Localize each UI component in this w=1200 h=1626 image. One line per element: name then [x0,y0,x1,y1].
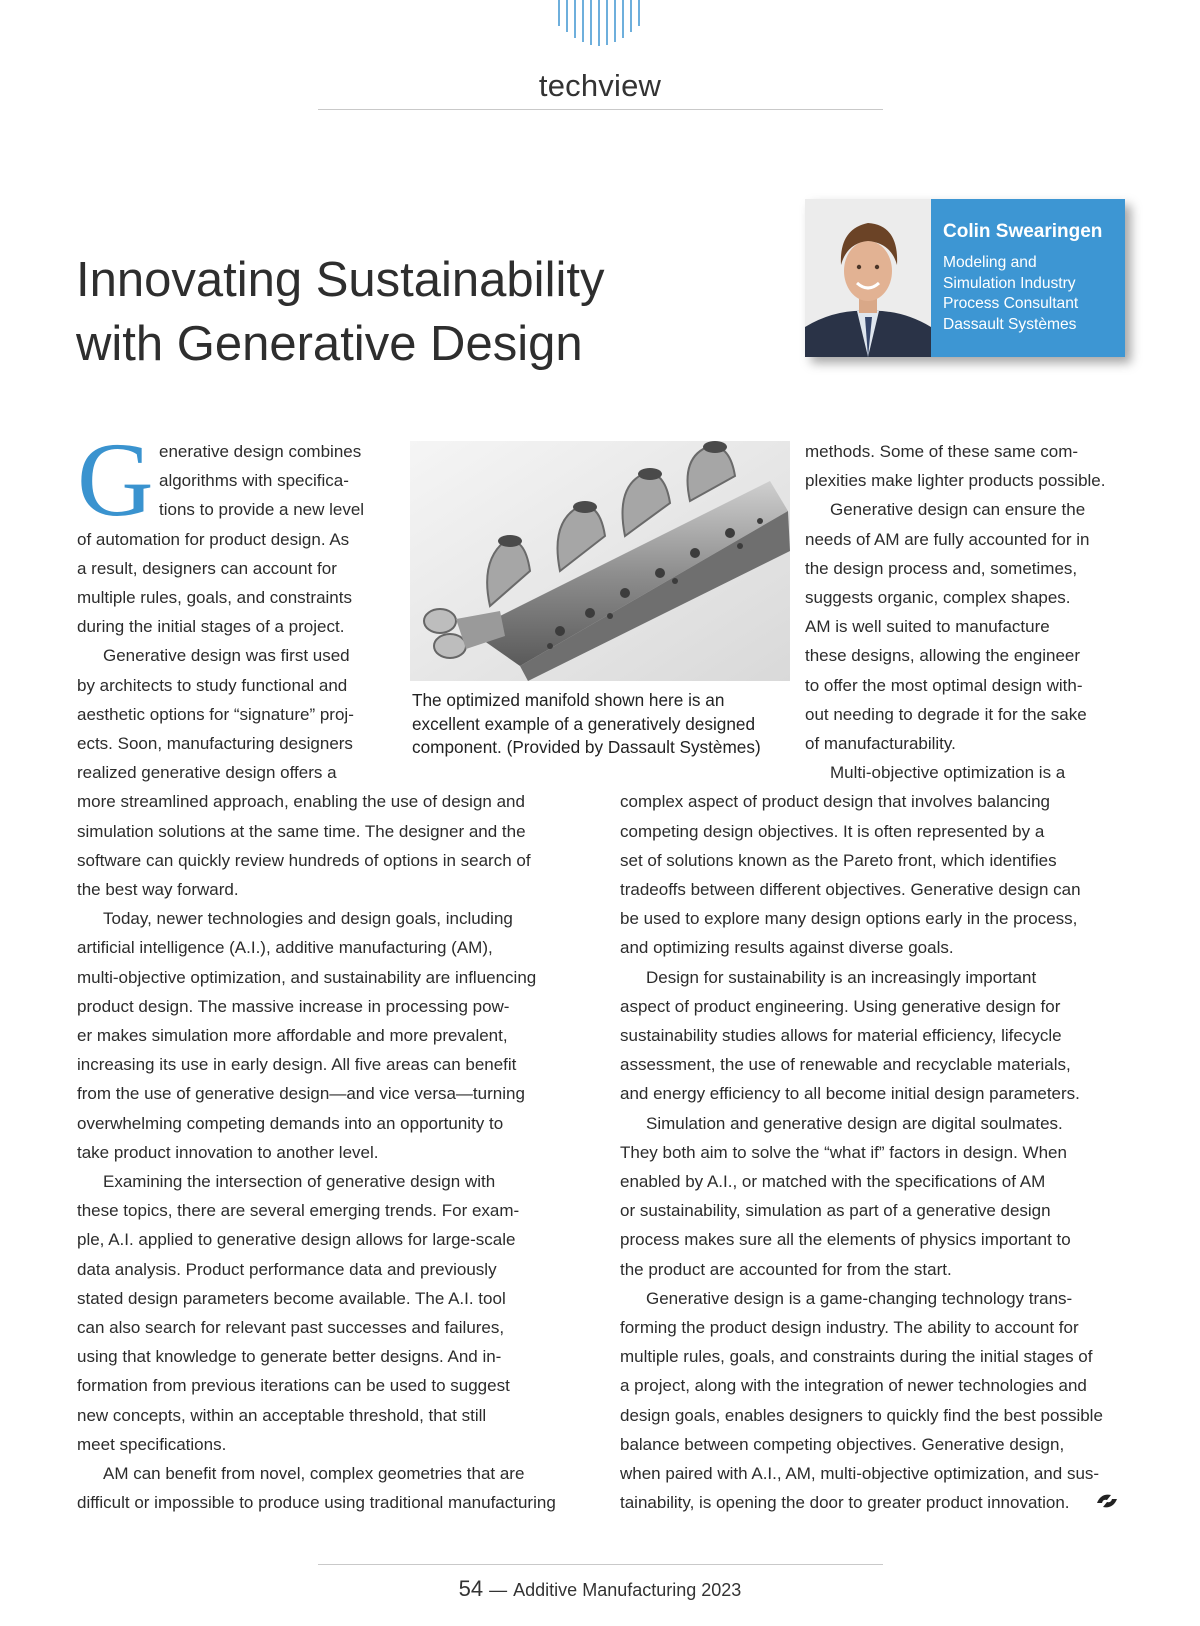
body-text-line: complex aspect of product design that involves balancing [620,792,1050,812]
title-line-2: with Generative Design [76,317,583,371]
manifold-photo [410,441,790,681]
body-text-line: AM can benefit from novel, complex geometries that are [103,1464,525,1483]
body-text-line: tradeoffs between different objectives. Generative design can [620,880,1081,899]
body-text-line: overwhelming competing demands into an opportunity to [77,1113,504,1133]
header-divider [318,109,883,110]
body-text-line: ects. Soon, manufacturing designers [77,734,353,753]
footer-dash: — [489,1580,508,1600]
body-text-line: meet specifications. [77,1434,227,1454]
body-text-line: these designs, allowing the engineer [805,646,1081,666]
body-text-line: to offer the most optimal design with- [805,675,1083,695]
body-text-line: multi-objective optimization, and sustainability are influencing [77,967,537,987]
body-text-line: or sustainability, simulation as part of a generative design [620,1201,1051,1221]
body-text-line: suggests organic, complex shapes. [805,588,1071,607]
body-text-line: Generative design is a game-changing technology trans- [646,1288,1073,1308]
body-text-line: Simulation and generative design are digital soulmates. [646,1113,1063,1133]
body-text-line: data analysis. Product performance data and previously [77,1259,497,1279]
body-text-line: multiple rules, goals, and constraints [77,588,352,607]
body-text-line: increasing its use in early design. All five areas can benefit [77,1055,517,1075]
body-text-line: Generative design was first used [103,646,350,666]
body-text-line: the design process and, sometimes, [805,558,1078,578]
body-text-line: Examining the intersection of generative design with [103,1172,496,1191]
body-text-line: assessment, the use of renewable and recyclable materials, [620,1055,1071,1075]
publication-name: Additive Manufacturing 2023 [513,1580,742,1600]
caption-line: component. (Provided by Dassault Systèmes) [412,737,761,757]
body-text-line: balance between competing objectives. Generative design, [620,1434,1065,1454]
body-text-line: difficult or impossible to produce using traditional manufacturing [77,1493,556,1513]
body-text-line: needs of AM are fully accounted for in [805,529,1090,549]
body-text-line: by architects to study functional and [77,675,348,695]
body-text-line: aesthetic options for “signature” proj- [77,704,354,724]
body-text-line: ple, A.I. applied to generative design allows for large-scale [77,1230,516,1250]
body-text-line: AM is well suited to manufacture [805,617,1050,637]
body-text-line: formation from previous iterations can be used to suggest [77,1376,510,1396]
body-text-line: a result, designers can account for [77,558,337,578]
body-text-line: product design. The massive increase in processing pow- [77,996,510,1016]
body-text-line: plexities make lighter products possible. [805,471,1106,491]
body-text-line: new concepts, within an acceptable threshold, that still [77,1405,487,1425]
body-text-line: from the use of generative design—and vice versa—turning [77,1084,525,1104]
body-text-line: of manufacturability. [805,734,956,753]
author-role-line: Modeling and [943,254,1037,271]
author-role [943,253,1123,335]
body-text-line: Today, newer technologies and design goals, including [103,909,513,929]
body-text-line: the best way forward. [77,880,239,899]
author-box [805,199,1125,357]
body-text-line: these topics, there are several emerging trends. For exam- [77,1201,520,1221]
title-line-1: Innovating Sustainability [76,253,605,307]
page-number: 54 [458,1576,484,1601]
body-text-line: algorithms with specifica- [159,471,349,491]
footer-divider [318,1564,883,1565]
body-text-line: competing design objectives. It is often represented by a [620,821,1045,841]
body-text-line: er makes simulation more affordable and more prevalent, [77,1026,508,1045]
body-text-line: aspect of product engineering. Using generative design for [620,996,1061,1016]
body-text-line: take product innovation to another level. [77,1142,379,1162]
author-portrait [805,199,931,357]
body-text-line: sustainability studies allows for material efficiency, lifecycle [620,1026,1062,1045]
section-label: techview [538,68,662,103]
body-text-line: methods. Some of these same com- [805,442,1079,461]
end-of-article-icon [1093,1491,1121,1511]
body-text-line: design goals, enables designers to quickly find the best possible [620,1405,1103,1425]
author-info-panel [931,199,1125,357]
author-role-line: Simulation Industry [943,274,1076,292]
body-text-line: Multi-objective optimization is a [830,763,1066,783]
body-text-line: forming the product design industry. The ability to account for [620,1318,1079,1337]
author-name: Colin Swearingen [943,221,1103,242]
drop-cap: G [77,421,154,538]
body-text-line: Generative design can ensure the [830,500,1086,520]
body-text-line: tions to provide a new level [159,500,365,520]
body-text-line: and optimizing results against diverse goals. [620,938,954,958]
body-text-line: They both aim to solve the “what if” factors in design. When [620,1142,1067,1162]
caption-line: The optimized manifold shown here is an [412,690,725,710]
body-text-line: using that knowledge to generate better designs. And in- [77,1347,502,1367]
body-text-line: simulation solutions at the same time. The designer and the [77,821,526,841]
body-text-line: when paired with A.I., AM, multi-objective optimization, and sus- [620,1464,1100,1483]
body-text-line: multiple rules, goals, and constraints during the initial stages of [620,1347,1093,1367]
body-text-line: be used to explore many design options early in the process, [620,909,1078,929]
caption-line: excellent example of a generatively designed [412,713,756,734]
page-footer [0,1576,1200,1602]
figure-caption [412,689,802,760]
author-role-line: Dassault Systèmes [943,315,1077,333]
body-text-line: software can quickly review hundreds of options in search of [77,850,531,870]
body-text-line: more streamlined approach, enabling the use of design and [77,792,525,812]
body-text-line: artificial intelligence (A.I.), additive manufacturing (AM), [77,938,493,958]
body-text-line: enabled by A.I., or matched with the specifications of AM [620,1172,1046,1191]
body-text-line: Design for sustainability is an increasingly important [646,967,1037,987]
body-text-line: enerative design combines [159,442,362,461]
body-text-line: realized generative design offers a [77,763,337,783]
article-title [76,248,696,376]
header-stripes-ornament [557,0,643,46]
body-text-line: during the initial stages of a project. [77,617,345,637]
body-text-line: of automation for product design. As [77,529,350,549]
body-text-line: set of solutions known as the Pareto front, which identifies [620,850,1057,870]
body-text-line: a project, along with the integration of newer technologies and [620,1376,1087,1396]
body-text-line: process makes sure all the elements of physics important to [620,1230,1071,1250]
author-role-line: Process Consultant [943,295,1079,312]
body-text-line: and energy efficiency to all become initial design parameters. [620,1084,1080,1104]
body-text-line: can also search for relevant past successes and failures, [77,1318,505,1337]
body-text-line: out needing to degrade it for the sake [805,704,1087,724]
body-text-line: the product are accounted for from the start. [620,1259,952,1279]
body-text-line: stated design parameters become available. The A.I. tool [77,1288,506,1308]
body-text-line: tainability, is opening the door to greater product innovation. [620,1493,1070,1513]
